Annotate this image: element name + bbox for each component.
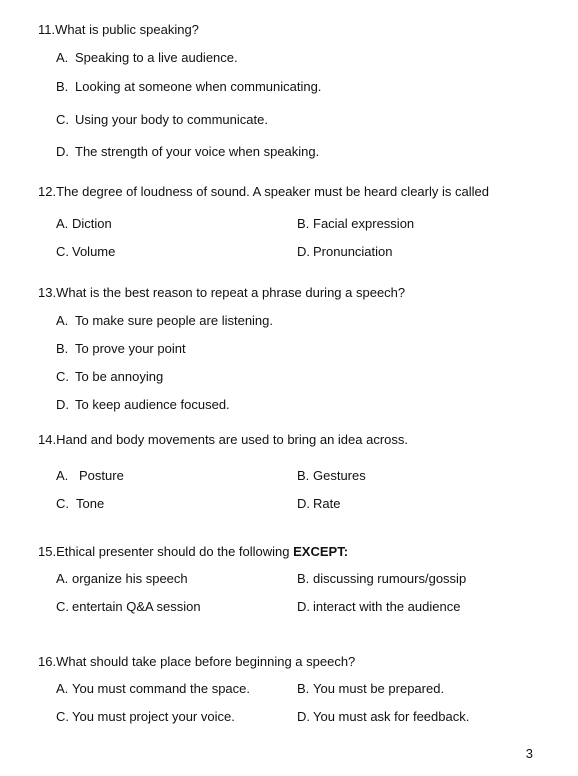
option-13-a [56,313,273,328]
option-text: interact with the audience [313,599,461,614]
option-label: A. [56,468,69,483]
option-text: The strength of your voice when speaking. [75,144,320,159]
option-15-c [56,599,201,614]
question-number: 15. [38,544,57,559]
question-12 [38,184,489,199]
question-16 [38,654,355,669]
option-label: B. [297,571,310,586]
option-15-a [56,571,188,586]
option-label: B. [56,341,69,356]
option-label: D. [56,144,69,159]
option-11-d [56,144,319,159]
option-label: B. [297,681,310,696]
question-number: 11. [38,22,56,37]
option-label: A. [56,571,69,586]
option-12-b [297,216,414,231]
option-label: A. [56,313,69,328]
question-text: The degree of loudness of sound. A speaker must be heard clearly is called [56,184,489,199]
option-text: Posture [79,468,124,483]
option-text: Rate [313,496,341,511]
option-label: D. [297,496,310,511]
question-text: Hand and body movements are used to bring an idea across. [56,432,409,447]
option-label: D. [297,244,310,259]
option-16-a [56,681,250,696]
question-number: 16. [38,654,57,669]
question-13 [38,285,405,300]
option-text: Speaking to a live audience. [75,50,238,65]
option-13-d [56,397,230,412]
option-text: To make sure people are listening. [75,313,274,328]
option-text: You must ask for feedback. [313,709,470,724]
option-12-d [297,244,393,259]
option-13-b [56,341,186,356]
question-emphasis: EXCEPT: [293,544,349,559]
option-label: A. [56,50,69,65]
question-15 [38,544,348,559]
option-label: D. [56,397,69,412]
option-label: B. [297,216,310,231]
option-text: Tone [76,496,105,511]
option-15-d [297,599,460,614]
option-14-c [56,496,104,511]
option-label: B. [56,79,69,94]
option-label: B. [297,468,310,483]
option-label: D. [297,709,310,724]
option-11-b [56,79,321,94]
page-number: 3 [525,746,533,761]
option-text: To keep audience focused. [75,397,230,412]
option-12-c [56,244,115,259]
question-number: 13. [38,285,57,300]
option-label: C. [56,112,69,127]
option-11-a [56,50,238,65]
option-16-c [56,709,235,724]
option-16-d [297,709,469,724]
option-label: A. [56,216,69,231]
option-text: You must project your voice. [72,709,235,724]
question-number: 14. [38,432,57,447]
option-15-b [297,571,466,586]
option-label: D. [297,599,310,614]
option-text: discussing rumours/gossip [313,571,467,586]
option-label: C. [56,709,69,724]
option-label: A. [56,681,69,696]
option-13-c [56,369,163,384]
option-text: To be annoying [75,369,164,384]
option-text: organize his speech [72,571,188,586]
question-text: What should take place before beginning a speech? [56,654,356,669]
option-text: Pronunciation [313,244,393,259]
option-text: Diction [72,216,112,231]
option-text: Using your body to communicate. [75,112,268,127]
question-14 [38,432,408,447]
option-text: Volume [72,244,116,259]
option-text: entertain Q&A session [72,599,201,614]
option-14-d [297,496,340,511]
option-12-a [56,216,112,231]
option-text: Gestures [313,468,366,483]
option-text: Looking at someone when communicating. [75,79,322,94]
option-text: To prove your point [75,341,186,356]
option-14-a [56,468,124,483]
option-11-c [56,112,268,127]
question-text: What is the best reason to repeat a phrase during a speech? [56,285,406,300]
option-text: Facial expression [313,216,415,231]
question-number: 12. [38,184,57,199]
option-text: You must command the space. [72,681,251,696]
question-text: Ethical presenter should do the following [56,544,294,559]
question-text: What is public speaking? [55,22,199,37]
option-label: C. [56,369,69,384]
question-11 [38,22,199,37]
option-label: C. [56,496,69,511]
option-label: C. [56,599,69,614]
option-16-b [297,681,444,696]
option-14-b [297,468,366,483]
option-label: C. [56,244,69,259]
option-text: You must be prepared. [313,681,445,696]
